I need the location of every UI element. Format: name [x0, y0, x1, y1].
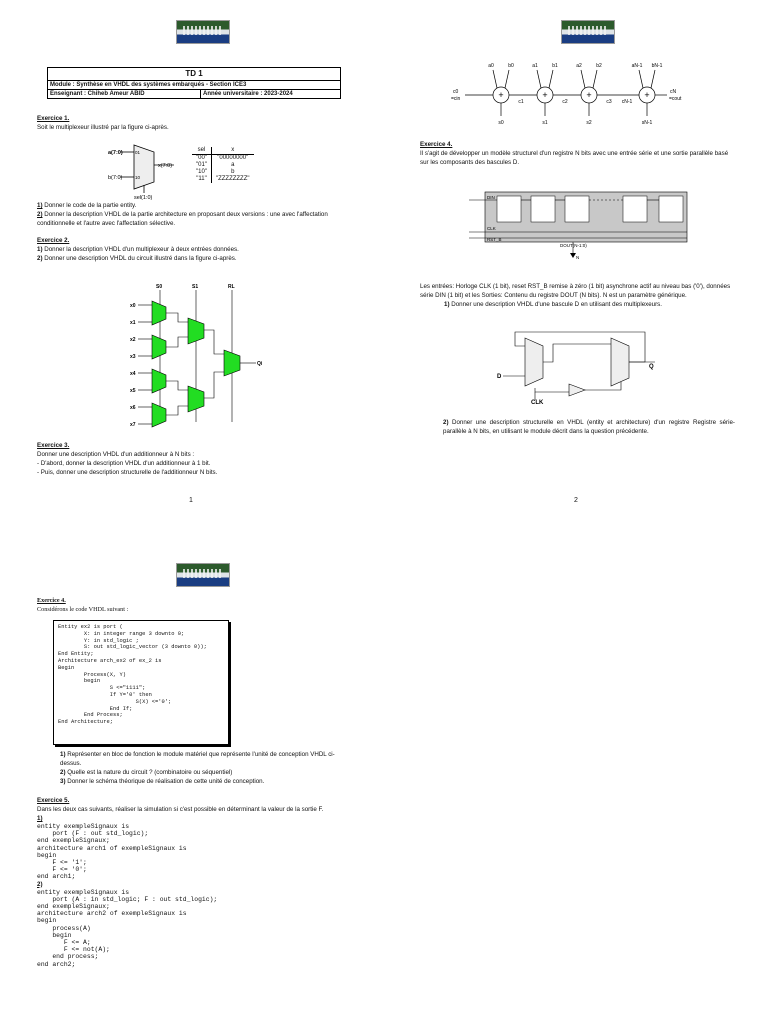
case-number: 2)	[37, 880, 43, 888]
table-cell: "11"	[192, 176, 211, 183]
adder-input: a2	[576, 63, 582, 69]
table-cell: "00"	[192, 155, 211, 163]
register-din: DIN	[487, 195, 495, 200]
adder-input: aN-1	[631, 63, 643, 69]
adder-c0: c0	[453, 89, 459, 95]
adder-sum: s2	[586, 120, 592, 126]
exercise-4-page3-questions	[60, 750, 350, 786]
mux-tree-input: x3	[130, 354, 136, 360]
mux-pin-01: 01	[135, 150, 141, 155]
mux-tree-input: x7	[130, 422, 136, 428]
adder-sum: s1	[542, 120, 548, 126]
question-text: Représenter en bloc de fonction le module matériel que représente l'unité de conception VHDL ci-dessus.	[60, 751, 335, 767]
mux-tree-output: Qi	[257, 361, 263, 367]
exercise-title: Exercice 4.	[37, 597, 66, 604]
case-number: 1)	[37, 815, 43, 822]
year-line: Année universitaire : 2023-2024	[203, 91, 293, 97]
td-title: TD 1	[48, 68, 340, 81]
university-logo	[176, 20, 230, 44]
adder-sum: s0	[498, 120, 504, 126]
adder-input: b2	[596, 63, 602, 69]
mux-input-a: a(7:0)	[108, 150, 123, 156]
vhdl-code: Entity ex2 is port ( X: in integer range 3 downto 0; Y: in std_logic ; S: out std_logic_vector (3 downto 0)); End Entity; Architecture arch_ex2 of ex_2 is Begin Process(X, Y) begin S <="1111"; If Y='0' then S(X) <='0'; End If; End Process; End Architecture;	[58, 624, 207, 726]
register-clk: CLK	[487, 226, 496, 231]
exercise-intro: Il s'agit de développer un modèle structurel d'un registre N bits avec une entrée série et une sortie parallèle basé sur les composants des bascules D.	[420, 150, 729, 166]
question-text: Donner le schéma théorique de réalisation de cette unité de conception.	[65, 778, 265, 785]
exercise-title: Exercice 1.	[37, 115, 70, 122]
exercise-1	[37, 114, 347, 132]
adder-carry: cN	[669, 89, 677, 95]
adder-input: b1	[552, 63, 558, 69]
exercise-1-questions	[37, 201, 349, 228]
mux-tree-rl: RL	[228, 284, 235, 290]
question-text: Donner le code de la partie entity.	[42, 202, 137, 209]
adder-carry: c3	[606, 99, 612, 105]
exercise-3	[37, 441, 349, 477]
mux-truth-table	[192, 147, 254, 183]
exercise-intro: Soit le multiplexeur illustré par la figure ci-après.	[37, 124, 169, 131]
question-number: 2)	[60, 769, 66, 776]
register-rst: RST_B	[487, 237, 502, 242]
register-n: N	[576, 255, 580, 260]
dff-q: Q	[649, 364, 654, 370]
adder-input: a0	[488, 63, 494, 69]
exercise-title: Exercice 3.	[37, 442, 70, 449]
svg-text:+: +	[542, 90, 548, 100]
question-text: Donner une description structurelle en VHDL (entity et architecture) d'un registre Registre série-parallèle à N bits, en utilisant le module décrit dans la question précédente.	[443, 419, 735, 435]
university-logo	[561, 20, 615, 44]
exercise-4-io	[420, 282, 735, 309]
svg-text:+: +	[644, 90, 650, 100]
question-number: 1)	[60, 751, 66, 758]
exercise-5	[37, 796, 349, 968]
mux-tree-input: x4	[130, 371, 136, 377]
mux-sel: sel(1:0)	[134, 195, 153, 201]
mux-input-b: b(7:0)	[108, 175, 123, 181]
mux-tree-s0: S0	[156, 284, 163, 290]
adder-input: a1	[532, 63, 538, 69]
dff-clk: CLK	[531, 400, 544, 406]
table-header: x	[231, 147, 235, 153]
question-text: Donner la description VHDL de la partie architecture en proposant deux versions : une avec l'affectation conditionnelle et l'autre avec l'affectation sélective.	[37, 211, 328, 227]
module-line: Module : Synthèse en VHDL des systèmes embarqués - Section ICE3	[50, 82, 247, 88]
question-text: Quelle est la nature du circuit ? (combinatoire ou séquentiel)	[65, 769, 233, 776]
adder-carry: c1	[518, 99, 524, 105]
table-cell: b	[231, 169, 235, 175]
mux-tree-input: x1	[130, 320, 136, 326]
mux-tree-input: x5	[130, 388, 136, 394]
shift-register-figure	[465, 190, 695, 260]
mux-pin-10: 10	[135, 175, 141, 180]
exercise-title: Exercice 5.	[37, 797, 70, 804]
adder-cout: =cout	[669, 96, 682, 102]
table-cell: "10"	[192, 169, 211, 176]
vhdl-code-case-1: entity exempleSignaux is port (F : out std_logic); end exempleSignaux; architecture arch1 of exempleSignaux is begin F <= '1'; F <= '0'; end arch1;	[37, 823, 187, 881]
td-header	[47, 67, 341, 99]
mux-tree-input: x2	[130, 337, 136, 343]
question-number: 1)	[444, 301, 450, 308]
dff-mux-figure	[495, 330, 665, 405]
mux-tree-s1: S1	[192, 284, 199, 290]
question-text: Donner la description VHDL d'un multiplexeur à deux entrées données.	[42, 246, 239, 253]
exercise-4-page3	[37, 596, 349, 614]
table-header: sel	[192, 147, 211, 155]
adder-carry: cN-1	[621, 99, 633, 105]
question-number: 1)	[37, 202, 43, 209]
university-logo	[176, 563, 230, 587]
exercise-line: - D'abord, donner la description VHDL d'un additionneur à 1 bit.	[37, 460, 211, 467]
exercise-4-page2	[420, 140, 735, 167]
vhdl-code-box	[53, 620, 229, 745]
mux-tree-input: x6	[130, 405, 136, 411]
question-number: 2)	[443, 419, 449, 426]
exercise-line: - Puis, donner une description structurelle de l'additionneur N bits.	[37, 469, 218, 476]
register-dout: DOUT(N-1:0)	[560, 243, 587, 248]
adder-sum: sN-1	[641, 120, 653, 126]
adder-input: b0	[508, 63, 514, 69]
table-cell: "ZZZZZZZZ"	[215, 176, 250, 182]
exercise-title: Exercice 4.	[420, 141, 453, 148]
page-number: 1	[189, 497, 193, 504]
question-text: Donner une description VHDL d'une bascule D en utilisant des multiplexeurs.	[449, 301, 662, 308]
mux-tree-figure	[128, 282, 268, 432]
exercise-2	[37, 236, 349, 263]
adder-carry: c2	[562, 99, 568, 105]
table-cell: "00000000"	[211, 155, 253, 163]
svg-text:+: +	[586, 90, 592, 100]
vhdl-code-case-2: entity exempleSignaux is port (A : in std_logic; F : out std_logic); end exempleSignaux; architecture arch2 of exempleSignaux is begin process(A) begin F <= A; F <= not(A); end process; end arch2;	[37, 888, 218, 968]
dff-d: D	[497, 374, 502, 380]
page-number: 2	[574, 497, 578, 504]
exercise-intro: Considérons le code VHDL suivant :	[37, 606, 129, 613]
table-cell: a	[231, 162, 235, 168]
exercise-line: Donner une description VHDL d'un additionneur à N bits :	[37, 451, 195, 458]
exercise-intro: Dans les deux cas suivants, réaliser la simulation si c'est possible en déterminant la valeur de la sortie F.	[37, 806, 324, 813]
svg-text:+: +	[498, 90, 504, 100]
question-text: Donner une description VHDL du circuit illustré dans la figure ci-après.	[42, 255, 237, 262]
table-cell: "01"	[192, 162, 211, 169]
teacher-line: Enseignant : Chiheb Ameur ABID	[48, 90, 201, 98]
question-number: 2)	[37, 255, 43, 262]
question-number: 2)	[37, 211, 43, 218]
adder-input: bN-1	[651, 63, 663, 69]
adder-cin: =cin	[451, 96, 461, 102]
mux-tree-input: x0	[130, 303, 136, 309]
exercise-title: Exercice 2.	[37, 237, 70, 244]
mux-output: x(7:0)	[158, 163, 173, 169]
question-number: 1)	[37, 246, 43, 253]
question-number: 3)	[60, 778, 66, 785]
exercise-io-text: Les entrées: Horloge CLK (1 bit), reset RST_B remise à zéro (1 bit) asynchrone actif au niveau bas ('0'), données série DIN (1 bit) et les Sorties: Contenu du registre DOUT (N bits). N est un paramètre générique.	[420, 283, 731, 299]
exercise-4-q2	[443, 418, 735, 436]
ripple-adder-figure	[445, 58, 685, 128]
